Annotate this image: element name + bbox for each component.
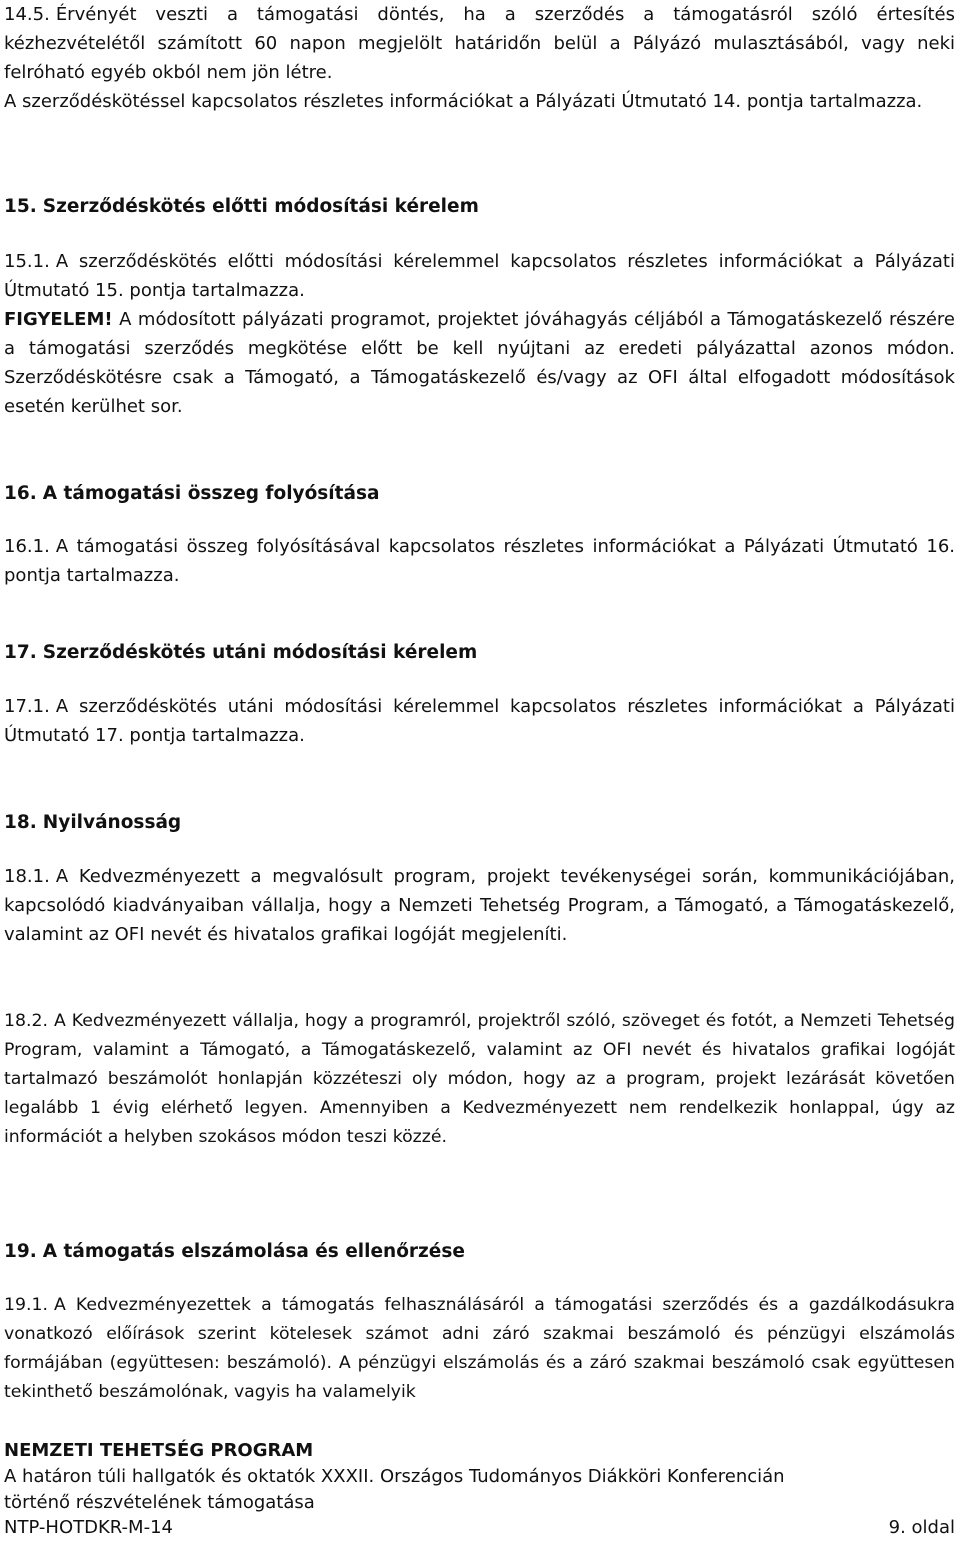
heading-number: 18. bbox=[4, 812, 37, 833]
heading-17 bbox=[4, 638, 955, 667]
paragraph-15-1 bbox=[4, 247, 955, 305]
heading-text: A támogatás elszámolása és ellenőrzése bbox=[42, 1241, 465, 1262]
notice-label: FIGYELEM! bbox=[4, 309, 113, 330]
paragraph-number: 17.1. bbox=[4, 696, 50, 717]
paragraph-text: A Kedvezményezett a megvalósult program, projekt tevékenységei során, kommunikációjában, kapcsolódó kiadványaiban vállalja, hogy a Nemzeti Tehetség Program, a Támogató, a Támogatáskezelő, valamint az OFI nevét és hivatalos grafikai logóját megjeleníti. bbox=[4, 866, 955, 945]
paragraph-19-1 bbox=[4, 1291, 955, 1407]
heading-16 bbox=[4, 479, 955, 508]
heading-number: 19. bbox=[4, 1241, 37, 1262]
footer-program-title: NEMZETI TEHETSÉG PROGRAM bbox=[4, 1440, 314, 1461]
heading-15 bbox=[4, 192, 955, 221]
paragraph-text: Érvényét veszti a támogatási döntés, ha a szerződés a támogatásról szóló értesítés kézhezvételétől számított 60 napon megjelölt határidőn belül a Pályázó mulasztásából, vagy neki felróható egyéb okból nem jön létre. bbox=[4, 4, 955, 83]
heading-number: 17. bbox=[4, 642, 37, 663]
paragraph-text: A módosított pályázati programot, projektet jóváhagyás céljából a Támogatáskezelő részére a támogatási szerződés megkötése előtt be kell nyújtani az eredeti pályázattal azonos módon. Szerződéskötésre csak a Támogató, a Támogatáskezelő és/vagy az OFI által elfogadott módosítások esetén kerülhet sor. bbox=[4, 309, 955, 417]
footer-description-line2: történő részvételének támogatása bbox=[4, 1492, 315, 1513]
footer-page-number: 9. oldal bbox=[888, 1517, 955, 1538]
paragraph-number: 15.1. bbox=[4, 251, 50, 272]
heading-text: Szerződéskötés utáni módosítási kérelem bbox=[42, 642, 478, 663]
footer-meta-row bbox=[4, 1515, 955, 1541]
paragraph-18-2 bbox=[4, 1007, 955, 1152]
heading-text: Szerződéskötés előtti módosítási kérelem bbox=[42, 196, 479, 217]
heading-number: 15. bbox=[4, 196, 37, 217]
paragraph-17-1 bbox=[4, 692, 955, 750]
paragraph-text: A Kedvezményezett vállalja, hogy a programról, projektről szóló, szöveget és fotót, a Nemzeti Tehetség Program, valamint a Támogató, a Támogatáskezelő, valamint az OFI nevét és hivatalos grafikai logóját tartalmazó beszámolót honlapján közzéteszi oly módon, hogy az a program, projekt lezárását követően legalább 1 évig elérhető legyen. Amennyiben a Kedvezményezett nem rendelkezik honlappal, úgy az információt a helyben szokásos módon teszi közzé. bbox=[4, 1011, 955, 1147]
paragraph-number: 18.2. bbox=[4, 1011, 48, 1031]
paragraph-number: 19.1. bbox=[4, 1295, 48, 1315]
footer-document-code: NTP-HOTDKR-M-14 bbox=[4, 1517, 173, 1538]
footer-description-line1: A határon túli hallgatók és oktatók XXXII. Országos Tudományos Diákköri Konferencián bbox=[4, 1466, 785, 1487]
paragraph-18-1 bbox=[4, 862, 955, 949]
paragraph-15-notice bbox=[4, 305, 955, 421]
paragraph-text: A szerződéskötés utáni módosítási kérelemmel kapcsolatos részletes információkat a Pályázati Útmutató 17. pontja tartalmazza. bbox=[4, 696, 955, 746]
heading-text: A támogatási összeg folyósítása bbox=[42, 483, 380, 504]
heading-text: Nyilvánosság bbox=[42, 812, 182, 833]
paragraph-16-1 bbox=[4, 532, 955, 590]
paragraph-text: A szerződéskötéssel kapcsolatos részletes információkat a Pályázati Útmutató 14. pontja tartalmazza. bbox=[4, 91, 923, 112]
paragraph-number: 18.1. bbox=[4, 866, 50, 887]
paragraph-number: 14.5. bbox=[4, 4, 50, 25]
paragraph-14-5-contract-info bbox=[4, 87, 955, 116]
heading-number: 16. bbox=[4, 483, 37, 504]
paragraph-14-5 bbox=[4, 0, 955, 87]
paragraph-text: A szerződéskötés előtti módosítási kérelemmel kapcsolatos részletes információkat a Pályázati Útmutató 15. pontja tartalmazza. bbox=[4, 251, 955, 301]
paragraph-number: 16.1. bbox=[4, 536, 50, 557]
paragraph-text: A Kedvezményezettek a támogatás felhasználásáról a támogatási szerződés és a gazdálkodásukra vonatkozó előírások szerint kötelesek számot adni záró szakmai beszámoló és pénzügyi elszámolás formájában (együttesen: beszámoló). A pénzügyi elszámolás és a záró szakmai beszámoló csak együttesen tekinthető beszámolónak, vagyis ha valamelyik bbox=[4, 1295, 955, 1402]
paragraph-text: A támogatási összeg folyósításával kapcsolatos részletes információkat a Pályázati Útmutató 16. pontja tartalmazza. bbox=[4, 536, 955, 586]
heading-18 bbox=[4, 808, 955, 837]
heading-19 bbox=[4, 1237, 955, 1266]
